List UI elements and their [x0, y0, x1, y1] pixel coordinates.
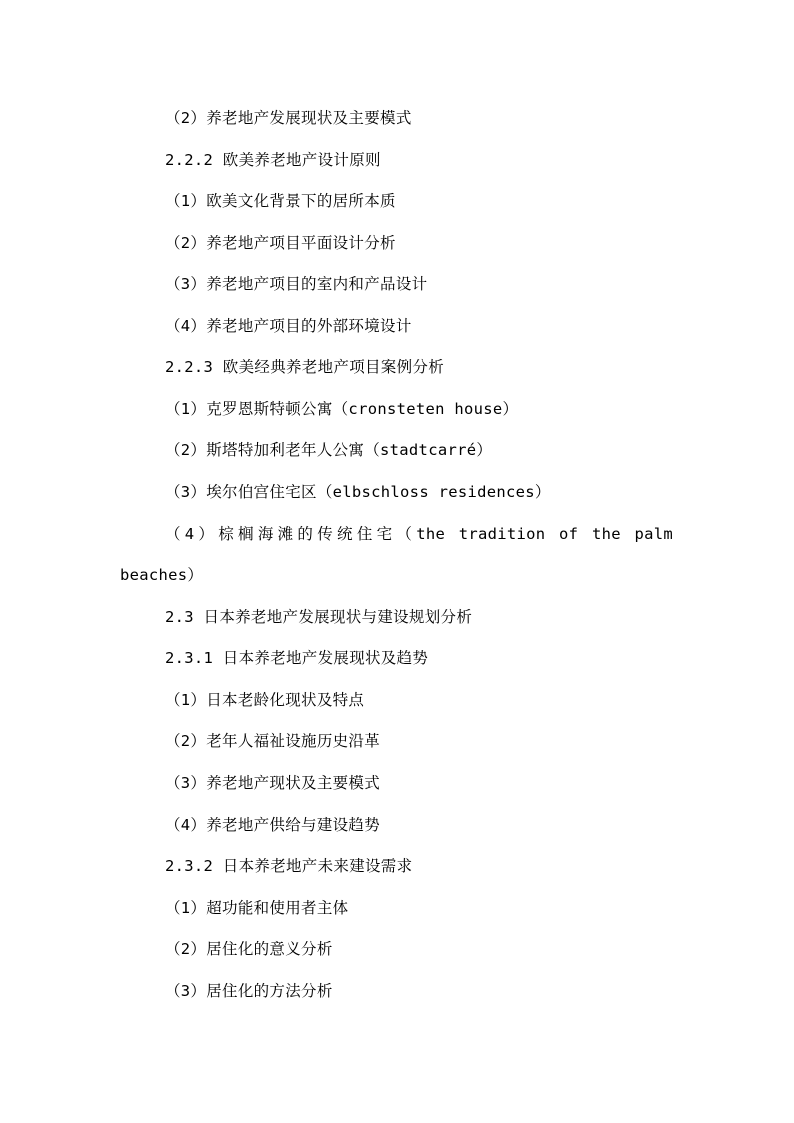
toc-item: （4）养老地产供给与建设趋势 — [165, 816, 381, 834]
toc-section-heading: 2.3 日本养老地产发展现状与建设规划分析 — [165, 608, 473, 626]
toc-heading: 2.2.2 欧美养老地产设计原则 — [165, 151, 381, 169]
toc-item: （2）居住化的意义分析 — [165, 940, 333, 958]
toc-item: （3）埃尔伯宫住宅区（elbschloss residences） — [165, 483, 551, 501]
toc-item: （2）养老地产发展现状及主要模式 — [165, 109, 412, 127]
toc-item: （1）欧美文化背景下的居所本质 — [165, 192, 396, 210]
toc-item: （1）克罗恩斯特顿公寓（cronsteten house） — [165, 400, 519, 418]
toc-item: （2）老年人福祉设施历史沿革 — [165, 732, 381, 750]
toc-item: （2）斯塔特加利老年人公寓（stadtcarré） — [165, 441, 493, 459]
toc-heading: 2.2.3 欧美经典养老地产项目案例分析 — [165, 358, 444, 376]
toc-heading: 2.3.1 日本养老地产发展现状及趋势 — [165, 649, 429, 667]
toc-item: （3）养老地产现状及主要模式 — [165, 774, 381, 792]
toc-item: （4）棕榈海滩的传统住宅（the tradition of the palm — [165, 525, 673, 543]
toc-item: （4）养老地产项目的外部环境设计 — [165, 317, 412, 335]
toc-heading: 2.3.2 日本养老地产未来建设需求 — [165, 857, 413, 875]
toc-item-continuation: beaches） — [120, 566, 204, 584]
toc-item: （3）养老地产项目的室内和产品设计 — [165, 275, 428, 293]
toc-item: （1）日本老龄化现状及特点 — [165, 691, 365, 709]
toc-item: （1）超功能和使用者主体 — [165, 899, 349, 917]
toc-item: （3）居住化的方法分析 — [165, 982, 333, 1000]
toc-item: （2）养老地产项目平面设计分析 — [165, 234, 396, 252]
